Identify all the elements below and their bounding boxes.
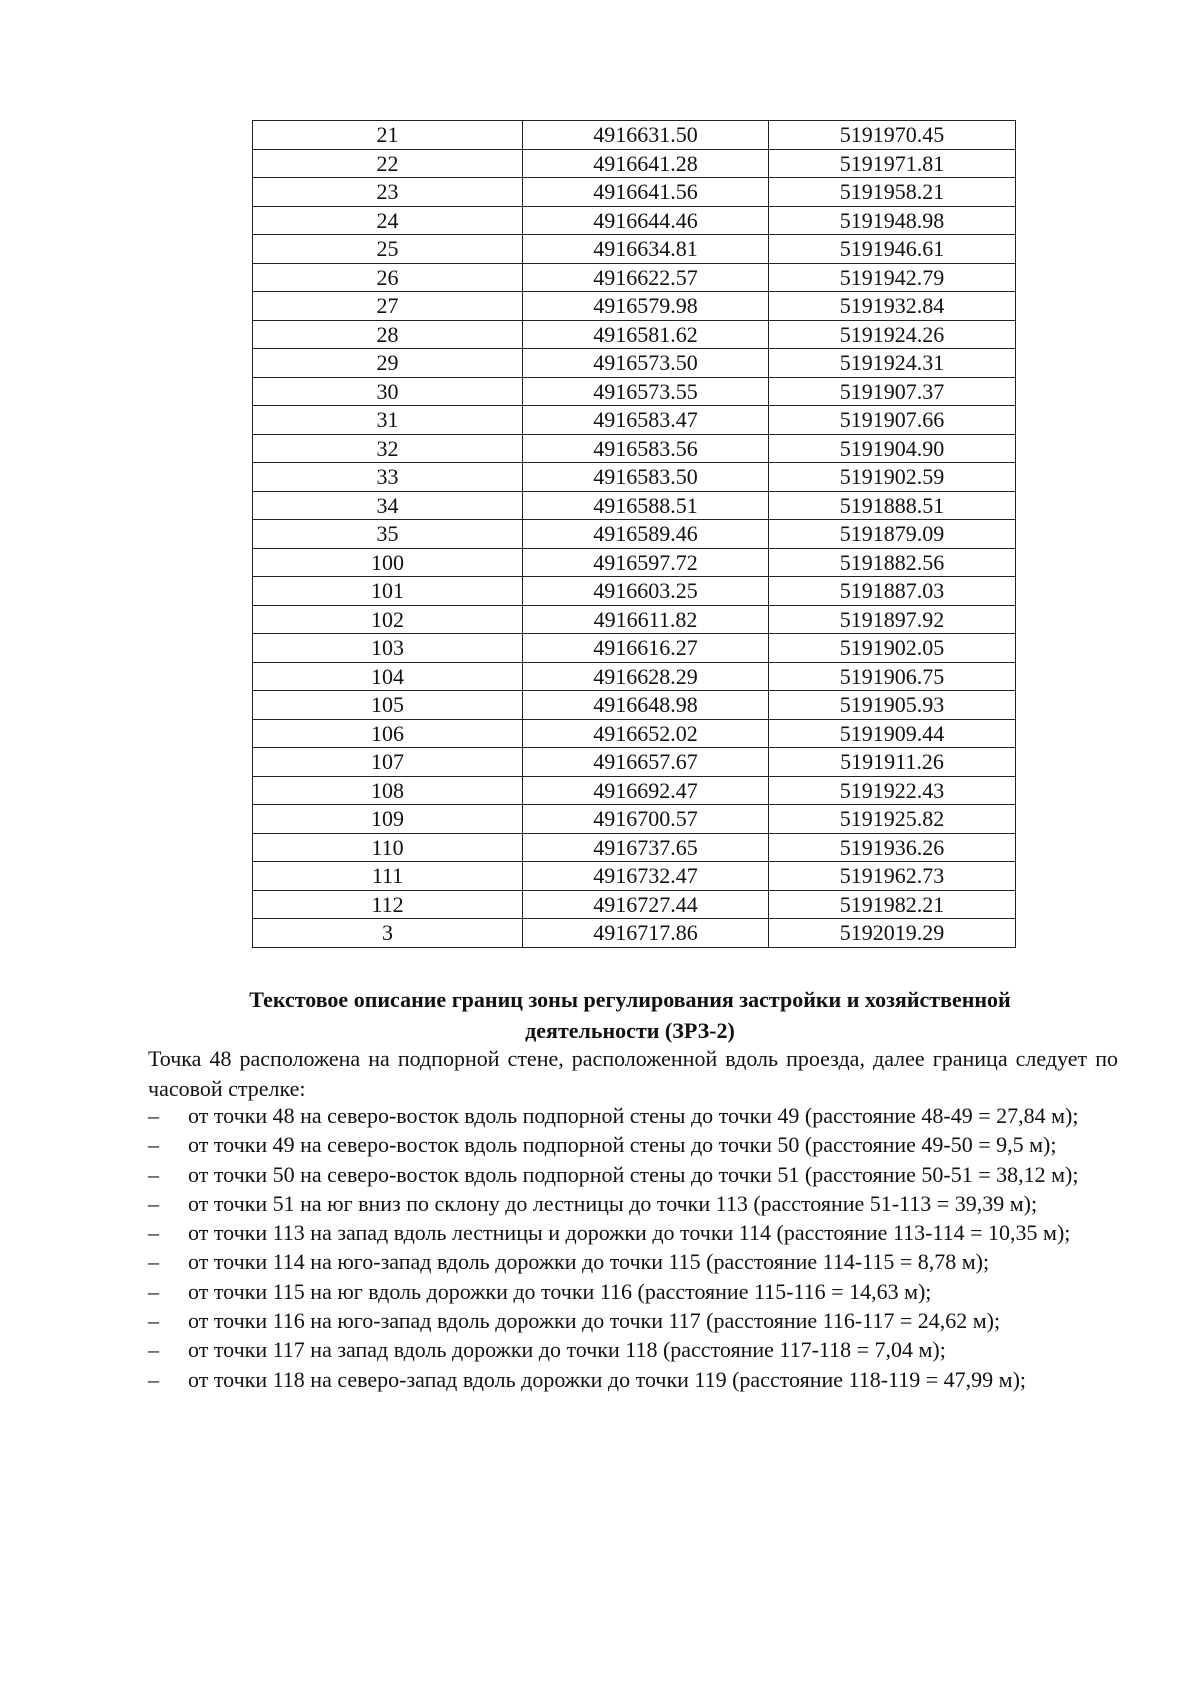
y-coordinate-cell: 5191888.51	[769, 491, 1016, 520]
y-coordinate-cell: 5191962.73	[769, 862, 1016, 891]
x-coordinate-cell: 4916583.50	[523, 463, 769, 492]
y-coordinate-cell: 5191942.79	[769, 263, 1016, 292]
table-row	[253, 463, 1016, 492]
bullet-dash: –	[148, 1103, 159, 1128]
x-coordinate-cell: 4916616.27	[523, 634, 769, 663]
list-item	[148, 1307, 1118, 1336]
point-number-cell: 103	[253, 634, 523, 663]
x-coordinate-cell: 4916589.46	[523, 520, 769, 549]
y-coordinate-cell: 5191922.43	[769, 776, 1016, 805]
point-number-cell: 25	[253, 235, 523, 264]
point-number-cell: 29	[253, 349, 523, 378]
list-item-text: от точки 114 на юго-запад вдоль дорожки до точки 115 (расстояние 114-115 = 8,78 м);	[188, 1249, 990, 1275]
list-item-text: от точки 116 на юго-запад вдоль дорожки до точки 117 (расстояние 116-117 = 24,62 м);	[188, 1308, 1001, 1334]
list-item	[148, 1278, 1118, 1307]
bullet-dash: –	[148, 1161, 159, 1187]
y-coordinate-cell: 5191924.31	[769, 349, 1016, 378]
table-row	[253, 805, 1016, 834]
point-number-cell: 109	[253, 805, 523, 834]
table-row	[253, 235, 1016, 264]
x-coordinate-cell: 4916597.72	[523, 548, 769, 577]
section-title-line-1: Текстовое описание границ зоны регулирования застройки и хозяйственной	[249, 987, 1011, 1012]
table-row	[253, 862, 1016, 891]
x-coordinate-cell: 4916631.50	[523, 121, 769, 150]
y-coordinate-cell: 5191905.93	[769, 691, 1016, 720]
x-coordinate-cell: 4916737.65	[523, 833, 769, 862]
y-coordinate-cell: 5191971.81	[769, 149, 1016, 178]
x-coordinate-cell: 4916583.56	[523, 434, 769, 463]
x-coordinate-cell: 4916579.98	[523, 292, 769, 321]
x-coordinate-cell: 4916588.51	[523, 491, 769, 520]
list-item	[148, 1336, 1118, 1365]
table-row	[253, 833, 1016, 862]
y-coordinate-cell: 5191948.98	[769, 206, 1016, 235]
x-coordinate-cell: 4916652.02	[523, 719, 769, 748]
x-coordinate-cell: 4916603.25	[523, 577, 769, 606]
bullet-dash: –	[148, 1337, 159, 1363]
section-title-line-2: деятельности (ЗРЗ-2)	[525, 1018, 735, 1043]
point-number-cell: 26	[253, 263, 523, 292]
y-coordinate-cell: 5191897.92	[769, 605, 1016, 634]
y-coordinate-cell: 5191887.03	[769, 577, 1016, 606]
boundary-description-list	[148, 1102, 1118, 1395]
y-coordinate-cell: 5191882.56	[769, 548, 1016, 577]
table-row	[253, 520, 1016, 549]
y-coordinate-cell: 5191907.66	[769, 406, 1016, 435]
point-number-cell: 32	[253, 434, 523, 463]
y-coordinate-cell: 5191932.84	[769, 292, 1016, 321]
point-number-cell: 3	[253, 919, 523, 948]
table-row	[253, 776, 1016, 805]
table-row	[253, 434, 1016, 463]
table-row	[253, 634, 1016, 663]
point-number-cell: 34	[253, 491, 523, 520]
table-row	[253, 320, 1016, 349]
point-number-cell: 105	[253, 691, 523, 720]
x-coordinate-cell: 4916644.46	[523, 206, 769, 235]
bullet-dash: –	[148, 1249, 159, 1275]
y-coordinate-cell: 5191911.26	[769, 748, 1016, 777]
table-row	[253, 263, 1016, 292]
list-item-text: от точки 115 на юг вдоль дорожки до точки 116 (расстояние 115-116 = 14,63 м);	[188, 1278, 932, 1304]
list-item	[148, 1248, 1118, 1277]
table-row	[253, 691, 1016, 720]
table-row	[253, 406, 1016, 435]
list-item	[148, 1219, 1118, 1248]
table-row	[253, 349, 1016, 378]
point-number-cell: 22	[253, 149, 523, 178]
point-number-cell: 108	[253, 776, 523, 805]
x-coordinate-cell: 4916641.28	[523, 149, 769, 178]
bullet-dash: –	[148, 1132, 159, 1158]
x-coordinate-cell: 4916573.50	[523, 349, 769, 378]
point-number-cell: 27	[253, 292, 523, 321]
table-row	[253, 491, 1016, 520]
point-number-cell: 24	[253, 206, 523, 235]
point-number-cell: 35	[253, 520, 523, 549]
table-row	[253, 121, 1016, 150]
table-row	[253, 748, 1016, 777]
x-coordinate-cell: 4916700.57	[523, 805, 769, 834]
point-number-cell: 33	[253, 463, 523, 492]
y-coordinate-cell: 5192019.29	[769, 919, 1016, 948]
list-item	[148, 1190, 1118, 1219]
point-number-cell: 28	[253, 320, 523, 349]
y-coordinate-cell: 5191970.45	[769, 121, 1016, 150]
table-row	[253, 178, 1016, 207]
list-item-text: от точки 117 на запад вдоль дорожки до точки 118 (расстояние 117-118 = 7,04 м);	[188, 1337, 946, 1363]
x-coordinate-cell: 4916583.47	[523, 406, 769, 435]
table-row	[253, 890, 1016, 919]
list-item	[148, 1161, 1118, 1190]
x-coordinate-cell: 4916732.47	[523, 862, 769, 891]
y-coordinate-cell: 5191924.26	[769, 320, 1016, 349]
x-coordinate-cell: 4916634.81	[523, 235, 769, 264]
y-coordinate-cell: 5191936.26	[769, 833, 1016, 862]
point-number-cell: 111	[253, 862, 523, 891]
point-number-cell: 31	[253, 406, 523, 435]
point-number-cell: 21	[253, 121, 523, 150]
point-number-cell: 104	[253, 662, 523, 691]
bullet-dash: –	[148, 1190, 159, 1216]
x-coordinate-cell: 4916727.44	[523, 890, 769, 919]
x-coordinate-cell: 4916611.82	[523, 605, 769, 634]
coordinates-table-body	[253, 121, 1016, 948]
y-coordinate-cell: 5191879.09	[769, 520, 1016, 549]
x-coordinate-cell: 4916641.56	[523, 178, 769, 207]
table-row	[253, 605, 1016, 634]
point-number-cell: 100	[253, 548, 523, 577]
bullet-dash: –	[148, 1278, 159, 1304]
list-item-text: от точки 118 на северо-запад вдоль дорожки до точки 119 (расстояние 118-119 = 47,99 м);	[188, 1366, 1027, 1392]
x-coordinate-cell: 4916628.29	[523, 662, 769, 691]
x-coordinate-cell: 4916648.98	[523, 691, 769, 720]
x-coordinate-cell: 4916622.57	[523, 263, 769, 292]
y-coordinate-cell: 5191904.90	[769, 434, 1016, 463]
y-coordinate-cell: 5191906.75	[769, 662, 1016, 691]
point-number-cell: 106	[253, 719, 523, 748]
x-coordinate-cell: 4916717.86	[523, 919, 769, 948]
table-row	[253, 548, 1016, 577]
table-row	[253, 292, 1016, 321]
point-number-cell: 101	[253, 577, 523, 606]
coordinates-table	[252, 120, 1016, 948]
bullet-dash: –	[148, 1220, 159, 1246]
point-number-cell: 112	[253, 890, 523, 919]
bullet-dash: –	[148, 1308, 159, 1334]
y-coordinate-cell: 5191946.61	[769, 235, 1016, 264]
list-item	[148, 1102, 1118, 1131]
table-row	[253, 377, 1016, 406]
table-row	[253, 206, 1016, 235]
table-row	[253, 149, 1016, 178]
table-row	[253, 662, 1016, 691]
list-item-text: от точки 113 на запад вдоль лестницы и дорожки до точки 114 (расстояние 113-114 = 10,35 м);	[188, 1220, 1071, 1246]
point-number-cell: 110	[253, 833, 523, 862]
list-item	[148, 1131, 1118, 1160]
intro-paragraph: Точка 48 расположена на подпорной стене, расположенной вдоль проезда, далее граница следует по часовой стрелке:	[148, 1046, 1118, 1101]
point-number-cell: 30	[253, 377, 523, 406]
table-row	[253, 577, 1016, 606]
table-row	[253, 719, 1016, 748]
point-number-cell: 107	[253, 748, 523, 777]
table-row	[253, 919, 1016, 948]
y-coordinate-cell: 5191958.21	[769, 178, 1016, 207]
list-item-text: от точки 49 на северо-восток вдоль подпорной стены до точки 50 (расстояние 49-50 = 9,5 м);	[188, 1132, 1057, 1158]
x-coordinate-cell: 4916657.67	[523, 748, 769, 777]
list-item-text: от точки 50 на северо-восток вдоль подпорной стены до точки 51 (расстояние 50-51 = 38,12 м);	[188, 1161, 1079, 1187]
y-coordinate-cell: 5191925.82	[769, 805, 1016, 834]
point-number-cell: 23	[253, 178, 523, 207]
list-item-text: от точки 51 на юг вниз по склону до лестницы до точки 113 (расстояние 51-113 = 39,39 м);	[188, 1190, 1038, 1216]
y-coordinate-cell: 5191902.05	[769, 634, 1016, 663]
x-coordinate-cell: 4916573.55	[523, 377, 769, 406]
y-coordinate-cell: 5191982.21	[769, 890, 1016, 919]
x-coordinate-cell: 4916581.62	[523, 320, 769, 349]
y-coordinate-cell: 5191909.44	[769, 719, 1016, 748]
y-coordinate-cell: 5191902.59	[769, 463, 1016, 492]
y-coordinate-cell: 5191907.37	[769, 377, 1016, 406]
bullet-dash: –	[148, 1366, 159, 1392]
x-coordinate-cell: 4916692.47	[523, 776, 769, 805]
point-number-cell: 102	[253, 605, 523, 634]
list-item	[148, 1366, 1118, 1395]
list-item-text: от точки 48 на северо-восток вдоль подпорной стены до точки 49 (расстояние 48-49 = 27,84 м);	[188, 1103, 1079, 1128]
section-title	[150, 984, 1110, 1046]
